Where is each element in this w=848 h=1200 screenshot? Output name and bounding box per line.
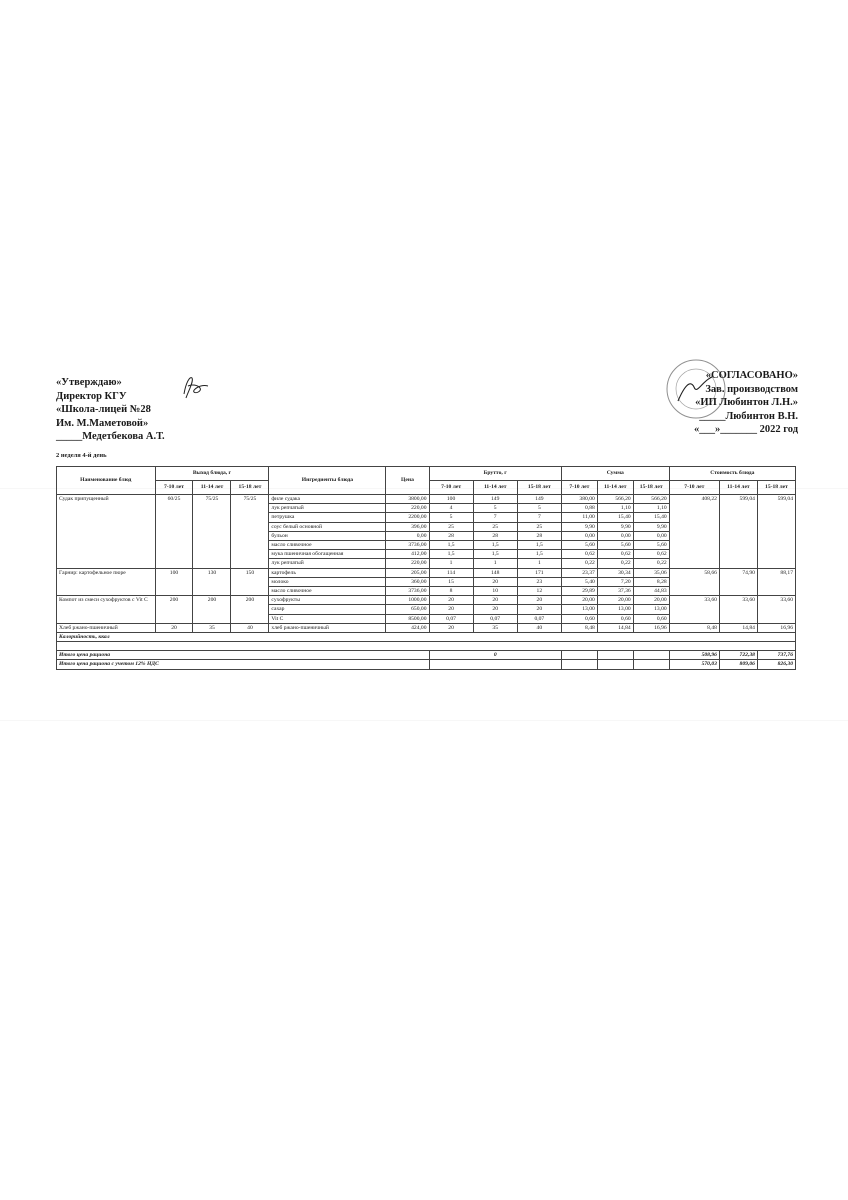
- total-row-blank: [633, 651, 669, 660]
- ingredient-sum: 0,22: [597, 559, 633, 568]
- ingredient-gross: 100: [429, 495, 473, 504]
- ingredient-name: масло сливочное: [269, 541, 386, 550]
- total-vat-row-blank: [561, 660, 597, 669]
- ingredient-sum: 8,48: [561, 623, 597, 632]
- ingredient-gross: 28: [517, 531, 561, 540]
- dish-cost: 599,04: [757, 495, 795, 569]
- ingredient-sum: 29,89: [561, 587, 597, 596]
- header-sum-age-7-10: 7-10 лет: [561, 481, 597, 495]
- table-row: [57, 568, 796, 577]
- dish-cost: 408,22: [669, 495, 719, 569]
- ingredient-gross: 28: [473, 531, 517, 540]
- ingredient-name: сухофрукты: [269, 596, 386, 605]
- ingredient-gross: 1,5: [429, 541, 473, 550]
- total-vat-row-value: 570,03: [669, 660, 719, 669]
- ingredient-name: картофель: [269, 568, 386, 577]
- ingredient-gross: 40: [517, 623, 561, 632]
- ingredient-sum: 0,60: [597, 614, 633, 623]
- ingredient-price: 3736,00: [386, 587, 429, 596]
- ingredient-price: 1000,00: [386, 596, 429, 605]
- ingredient-gross: 1,5: [429, 550, 473, 559]
- ingredient-sum: 0,00: [561, 531, 597, 540]
- ingredient-gross: 12: [517, 587, 561, 596]
- total-vat-row-blank: [597, 660, 633, 669]
- header-price: Цена: [386, 467, 429, 495]
- ingredient-sum: 0,00: [597, 531, 633, 540]
- ingredient-gross: 20: [429, 605, 473, 614]
- total-row-label: Итого цена рациона: [57, 651, 430, 660]
- ingredient-gross: 15: [429, 577, 473, 586]
- ingredient-gross: 0,07: [517, 614, 561, 623]
- header-dish-name: Наименование блюд: [57, 467, 156, 495]
- ingredient-gross: 149: [473, 495, 517, 504]
- ingredient-sum: 5,40: [561, 577, 597, 586]
- total-vat-blank: [429, 660, 561, 669]
- ingredient-name: бульон: [269, 531, 386, 540]
- approval-left-line-5: _____Медетбекова А.Т.: [56, 431, 165, 442]
- ingredient-sum: 23,37: [561, 568, 597, 577]
- ingredient-gross: 20: [429, 596, 473, 605]
- dish-name: Компот из смеси сухофруктов с Vit C: [57, 596, 156, 624]
- header-output-age-11-14: 11-14 лет: [193, 481, 231, 495]
- ingredient-sum: 9,90: [561, 522, 597, 531]
- ingredient-sum: 20,00: [597, 596, 633, 605]
- dish-name: Хлеб ржано-пшеничный: [57, 623, 156, 632]
- spacer-row: [57, 642, 796, 651]
- ingredient-gross: 149: [517, 495, 561, 504]
- ingredient-sum: 15,40: [633, 513, 669, 522]
- dish-cost: 33,60: [719, 596, 757, 624]
- ingredient-gross: 1: [517, 559, 561, 568]
- ingredient-sum: 16,96: [633, 623, 669, 632]
- calories-label: Калорийность, ккал: [57, 633, 796, 642]
- ingredient-gross: 20: [517, 596, 561, 605]
- ingredient-gross: 0,07: [473, 614, 517, 623]
- ingredient-name: Vit C: [269, 614, 386, 623]
- ingredient-price: 0,00: [386, 531, 429, 540]
- header-sum-age-11-14: 11-14 лет: [597, 481, 633, 495]
- ingredient-gross: 10: [473, 587, 517, 596]
- total-vat-row-value: 826,30: [757, 660, 795, 669]
- dish-cost: 58,66: [669, 568, 719, 596]
- total-row-value: 722,38: [719, 651, 757, 660]
- total-vat-row-blank: [633, 660, 669, 669]
- dish-output: 200: [193, 596, 231, 624]
- ingredient-price: 650,00: [386, 605, 429, 614]
- ingredient-sum: 5,60: [633, 541, 669, 550]
- ingredient-gross: 20: [429, 623, 473, 632]
- dish-cost: 14,84: [719, 623, 757, 632]
- approval-right-line-4: _____Любинтон В.Н.: [699, 410, 798, 422]
- ingredient-sum: 1,10: [597, 504, 633, 513]
- table-row: [57, 596, 796, 605]
- header-output-age-7-10: 7-10 лет: [155, 481, 193, 495]
- header-sum: Сумма: [561, 467, 669, 481]
- ingredient-price: 412,00: [386, 550, 429, 559]
- table-row: [57, 623, 796, 632]
- ingredient-name: петрушка: [269, 513, 386, 522]
- total-vat-row-value: 809,06: [719, 660, 757, 669]
- dish-cost: 33,60: [757, 596, 795, 624]
- ingredient-sum: 14,84: [597, 623, 633, 632]
- ingredient-price: 220,00: [386, 559, 429, 568]
- ingredient-sum: 5,60: [597, 541, 633, 550]
- table-row: [57, 495, 796, 504]
- dish-cost: 8,48: [669, 623, 719, 632]
- ingredient-gross: 1,5: [473, 550, 517, 559]
- total-vat-row: [57, 660, 796, 669]
- ingredient-price: 2200,00: [386, 513, 429, 522]
- dish-cost: 599,04: [719, 495, 757, 569]
- ingredient-gross: 1: [429, 559, 473, 568]
- total-row-value: 508,96: [669, 651, 719, 660]
- approval-right-line-1: «СОГЛАСОВАНО»: [705, 370, 798, 381]
- header-output-age-15-18: 15-18 лет: [231, 481, 269, 495]
- stamp-seal-icon: [664, 357, 728, 421]
- ingredient-sum: 0,62: [561, 550, 597, 559]
- ingredient-gross: 0,07: [429, 614, 473, 623]
- total-row-blank: [561, 651, 597, 660]
- ingredient-gross: 171: [517, 568, 561, 577]
- approval-right-line-2: Зав. производством: [705, 383, 798, 395]
- ingredient-gross: 1: [473, 559, 517, 568]
- dish-cost: 88,17: [757, 568, 795, 596]
- menu-table: [56, 466, 796, 670]
- table-header-row: [57, 467, 796, 481]
- ingredient-price: 396,00: [386, 522, 429, 531]
- ingredient-gross: 20: [517, 605, 561, 614]
- ingredient-gross: 5: [429, 513, 473, 522]
- ingredient-sum: 9,90: [597, 522, 633, 531]
- calories-row: [57, 633, 796, 642]
- ingredient-price: 3736,00: [386, 541, 429, 550]
- total-vat-row-label: Итого цена рациона с учетом 12% НДС: [57, 660, 430, 669]
- ingredient-sum: 37,36: [597, 587, 633, 596]
- ingredient-price: 360,00: [386, 577, 429, 586]
- ingredient-price: 205,00: [386, 568, 429, 577]
- ingredient-sum: 0,62: [633, 550, 669, 559]
- ingredient-sum: 5,60: [561, 541, 597, 550]
- ingredient-sum: 9,90: [633, 522, 669, 531]
- approval-right-line-3: «ИП Любинтон Л.Н.»: [695, 397, 798, 408]
- ingredient-sum: 13,00: [633, 605, 669, 614]
- ingredient-gross: 20: [473, 605, 517, 614]
- header-ingredients: Ингредиенты блюда: [269, 467, 386, 495]
- ingredient-gross: 28: [429, 531, 473, 540]
- header-gross: Брутто, г: [429, 467, 561, 481]
- ingredient-gross: 4: [429, 504, 473, 513]
- ingredient-gross: 25: [429, 522, 473, 531]
- ingredient-sum: 11,00: [561, 513, 597, 522]
- dish-cost: 74,90: [719, 568, 757, 596]
- ingredient-sum: 0,22: [561, 559, 597, 568]
- dish-output: 75/25: [231, 495, 269, 569]
- header-gross-age-7-10: 7-10 лет: [429, 481, 473, 495]
- ingredient-name: соус белый основной: [269, 522, 386, 531]
- dish-output: 35: [193, 623, 231, 632]
- ingredient-name: мука пшеничная обогащенная: [269, 550, 386, 559]
- ingredient-sum: 0,60: [561, 614, 597, 623]
- dish-cost: 16,96: [757, 623, 795, 632]
- header-cost: Стоимость блюда: [669, 467, 795, 481]
- ingredient-sum: 0,88: [561, 504, 597, 513]
- header-cost-age-7-10: 7-10 лет: [669, 481, 719, 495]
- ingredient-name: сахар: [269, 605, 386, 614]
- ingredient-sum: 8,28: [633, 577, 669, 586]
- total-row-blank: [597, 651, 633, 660]
- ingredient-price: 8500,00: [386, 614, 429, 623]
- ingredient-price: 220,00: [386, 504, 429, 513]
- approval-left-line-3: «Школа-лицей №28: [56, 404, 151, 415]
- header-sum-age-15-18: 15-18 лет: [633, 481, 669, 495]
- ingredient-sum: 44,83: [633, 587, 669, 596]
- header-cost-age-15-18: 15-18 лет: [757, 481, 795, 495]
- ingredient-sum: 566,20: [633, 495, 669, 504]
- ingredient-gross: 7: [517, 513, 561, 522]
- ingredient-gross: 35: [473, 623, 517, 632]
- approval-right-line-5: «___»_______ 2022 год: [693, 424, 798, 435]
- approval-left-line-2: Директор КГУ: [56, 390, 127, 402]
- ingredient-name: хлеб ржано-пшеничный: [269, 623, 386, 632]
- ingredient-gross: 8: [429, 587, 473, 596]
- header-cost-age-11-14: 11-14 лет: [719, 481, 757, 495]
- dish-output: 200: [155, 596, 193, 624]
- ingredient-sum: 380,00: [561, 495, 597, 504]
- dish-name: Судак припущенный: [57, 495, 156, 569]
- header-gross-age-15-18: 15-18 лет: [517, 481, 561, 495]
- dish-cost: 33,60: [669, 596, 719, 624]
- dish-output: 40: [231, 623, 269, 632]
- ingredient-sum: 20,00: [561, 596, 597, 605]
- header-gross-age-11-14: 11-14 лет: [473, 481, 517, 495]
- ingredient-sum: 7,20: [597, 577, 633, 586]
- spacer-cell: [57, 642, 796, 651]
- ingredient-sum: 566,20: [597, 495, 633, 504]
- header-output: Выход блюда, г: [155, 467, 269, 481]
- ingredient-gross: 1,5: [517, 550, 561, 559]
- ingredient-name: лук репчатый: [269, 559, 386, 568]
- ingredient-name: лук репчатый: [269, 504, 386, 513]
- ingredient-gross: 5: [517, 504, 561, 513]
- total-row-value: 737,76: [757, 651, 795, 660]
- director-signature-icon: [178, 372, 212, 402]
- ingredient-sum: 1,10: [633, 504, 669, 513]
- approval-left-line-1: «Утверждаю»: [56, 377, 122, 388]
- ingredient-gross: 25: [473, 522, 517, 531]
- ingredient-name: молоко: [269, 577, 386, 586]
- dish-output: 100: [155, 568, 193, 596]
- ingredient-sum: 30,34: [597, 568, 633, 577]
- ingredient-sum: 13,00: [561, 605, 597, 614]
- ingredient-gross: 5: [473, 504, 517, 513]
- ingredient-gross: 20: [473, 577, 517, 586]
- dish-output: 200: [231, 596, 269, 624]
- ingredient-sum: 15,40: [597, 513, 633, 522]
- ingredient-sum: 13,00: [597, 605, 633, 614]
- dish-name: Гарнир: картофельное пюре: [57, 568, 156, 596]
- dish-output: 60/25: [155, 495, 193, 569]
- approval-left-line-4: Им. М.Маметовой»: [56, 417, 149, 429]
- ingredient-name: масло сливочное: [269, 587, 386, 596]
- dish-output: 75/25: [193, 495, 231, 569]
- ingredient-name: филе судака: [269, 495, 386, 504]
- ingredient-sum: 0,60: [633, 614, 669, 623]
- ingredient-gross: 7: [473, 513, 517, 522]
- ingredient-sum: 0,62: [597, 550, 633, 559]
- ingredient-price: 424,00: [386, 623, 429, 632]
- dish-output: 130: [193, 568, 231, 596]
- ingredient-sum: 20,00: [633, 596, 669, 605]
- ingredient-gross: 148: [473, 568, 517, 577]
- day-label: 2 неделя 4-й день: [56, 452, 107, 459]
- ingredient-price: 3800,00: [386, 495, 429, 504]
- ingredient-sum: 0,00: [633, 531, 669, 540]
- total-mark: 0: [429, 651, 561, 660]
- dish-output: 150: [231, 568, 269, 596]
- ingredient-gross: 1,5: [473, 541, 517, 550]
- ingredient-gross: 20: [473, 596, 517, 605]
- ingredient-sum: 35,06: [633, 568, 669, 577]
- ingredient-gross: 25: [517, 522, 561, 531]
- total-row: [57, 651, 796, 660]
- ingredient-gross: 23: [517, 577, 561, 586]
- dish-output: 20: [155, 623, 193, 632]
- ingredient-gross: 114: [429, 568, 473, 577]
- approval-block-left: [56, 376, 165, 444]
- ingredient-sum: 0,22: [633, 559, 669, 568]
- ingredient-gross: 1,5: [517, 541, 561, 550]
